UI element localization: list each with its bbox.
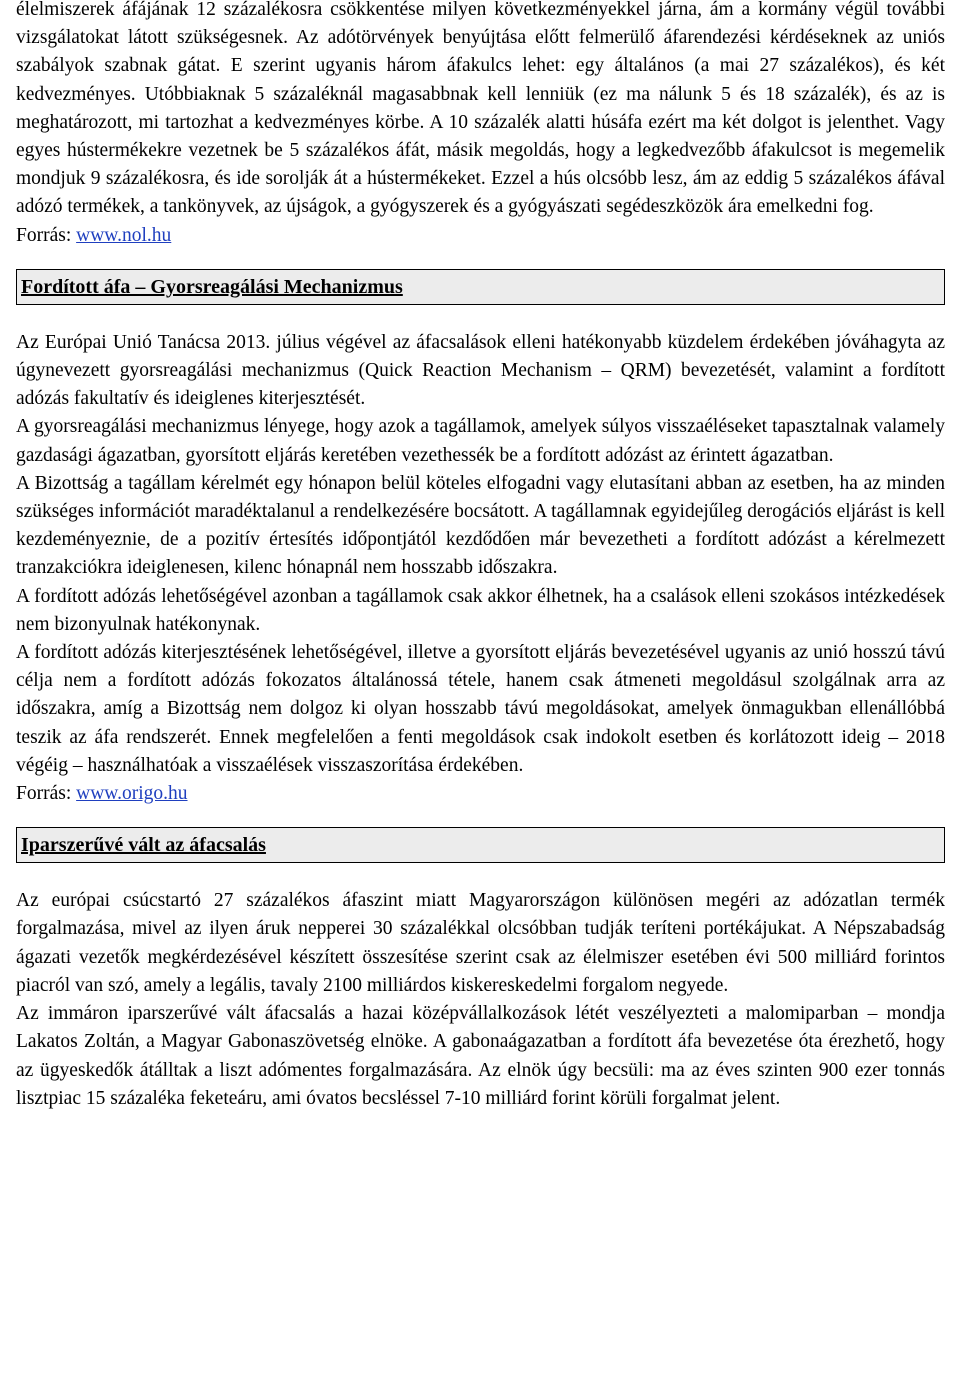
source-line [16,780,945,808]
paragraph: A fordított adózás lehetőségével azonban a tagállamok csak akkor élhetnek, ha a csalások elleni szokásos intézkedések nem bizonyulnak hatékonynak. [16,585,945,635]
paragraph: A fordított adózás kiterjesztésének lehetőségével, illetve a gyorsított eljárás bevezetésével ugyanis az unió hosszú távú célja nem a fordított adózás fokozatos általánossá tétele, hanem csak átmeneti megoldásul szolgálnak arra az időszakra, amíg a Bizottság nem dolgoz ki olyan hosszabb távú megoldásokat, amelyek önmagukban ellenállóbbá teszik az áfa rendszerét. Ennek megfelelően a fenti megoldások csak indokolt esetben és korlátozott ideig – 2018 végéig – használhatóak a visszaélések visszaszorítása érdekében. [16,642,945,776]
section-heading-wrap [16,269,945,305]
source-link-origo[interactable]: www.origo.hu [76,783,188,805]
paragraph: Az immáron iparszerűvé vált áfacsalás a hazai középvállalkozások létét veszélyezteti a malomiparban – mondja Lakatos Zoltán, a Magyar Gabonaszövetség elnöke. A gabonaágazatban a fordított áfa bevezetése óta érezhető, hogy az ügyeskedők átálltak a liszt adómentes forgalmazására. Az elnök úgy becsüli: ma az éves szinten 900 ezer tonnás lisztpiac 15 százaléka feketeáru, ami óvatos becsléssel 7-10 milliárd forint körüli forgalmat jelent. [16,1003,945,1109]
section-heading-wrap [16,827,945,863]
paragraph: Az Európai Unió Tanácsa 2013. július végével az áfacsalások elleni hatékonyabb küzdelem érdekében jóváhagyta az úgynevezett gyorsreagálási mechanizmus (Quick Reaction Mechanism – QRM) bevezetését, valamint a fordított adózás fakultatív és ideiglenes kiterjesztését. [16,331,945,410]
paragraph: élelmiszerek áfájának 12 százalékosra csökkentése milyen következményekkel járna, ám a kormány végül további vizsgálatokat látott szükségesnek. Az adótörvények benyújtása előtt felmerülő áfarendezési kérdéseknek az uniós szabályok szabnak gátat. E szerint ugyanis három áfakulcs lehet: egy általános (a mai 27 százalékos), és két kedvezményes. Utóbbiaknak 5 százaléknál magasabbnak kell lenniük (ez ma nálunk 5 és 18 százalék), és az is meghatározott, mi tartozhat a kedvezményes körbe. A 10 százalék alatti húsáfa ezért ma két dolgot is jelenthet. Vagy egyes hústermékekre vezetnek be 5 százalékos áfát, másik megoldás, hogy a legkedvezőbb áfakulcsot is megemelik mondjuk 9 százalékosra, és ide sorolják át a hústermékeket. Ezzel a hús olcsóbb lesz, ám az eddig 5 százalékos áfával adózó termékek, a tankönyvek, az újságok, a gyógyszerek és a gyógyászati segédeszközök ára emelkedni fog. [16,0,945,218]
section-heading: Fordított áfa – Gyorsreagálási Mechanizmus [16,269,945,305]
paragraph: Az európai csúcstartó 27 százalékos áfaszint miatt Magyarországon különösen megéri az adózatlan termék forgalmazása, mivel az ilyen áruk nepperei 30 százalékkal olcsóbban tudják teríteni portékájukat. A Népszabadság ágazati vezetők megkérdezésével készített összesítése szerint csak az élelmiszer esetében évi 500 milliárd forintos piacról van szó, amely a legális, tavaly 2100 milliárdos kiskereskedelmi forgalom negyede. [16,890,945,996]
source-line [16,222,945,250]
source-link-nol[interactable]: www.nol.hu [76,224,172,246]
source-label: Forrás: [16,224,77,246]
paragraph: A Bizottság a tagállam kérelmét egy hónapon belül köteles elfogadni vagy elutasítani abban az esetben, ha az minden szükséges információt maradéktalanul a rendelkezésére bocsátott. A tagállamnak egyidejűleg derogációs eljárást is kell kezdeményeznie, de a pozitív értesítés időpontjától kezdődően már bevezetheti a fordított adózást a kérelmezett tranzakciókra ideiglenesen, kilenc hónapnál nem hosszabb időszakra. [16,472,945,579]
paragraph: A gyorsreagálási mechanizmus lényege, hogy azok a tagállamok, amelyek súlyos visszaéléseket tapasztalnak valamely gazdasági ágazatban, gyorsított eljárás keretében vezethessék be a fordított adózást az érintett ágazatban. [16,416,945,466]
source-label: Forrás: [16,783,77,805]
section-heading: Iparszerűvé vált az áfacsalás [16,827,945,863]
